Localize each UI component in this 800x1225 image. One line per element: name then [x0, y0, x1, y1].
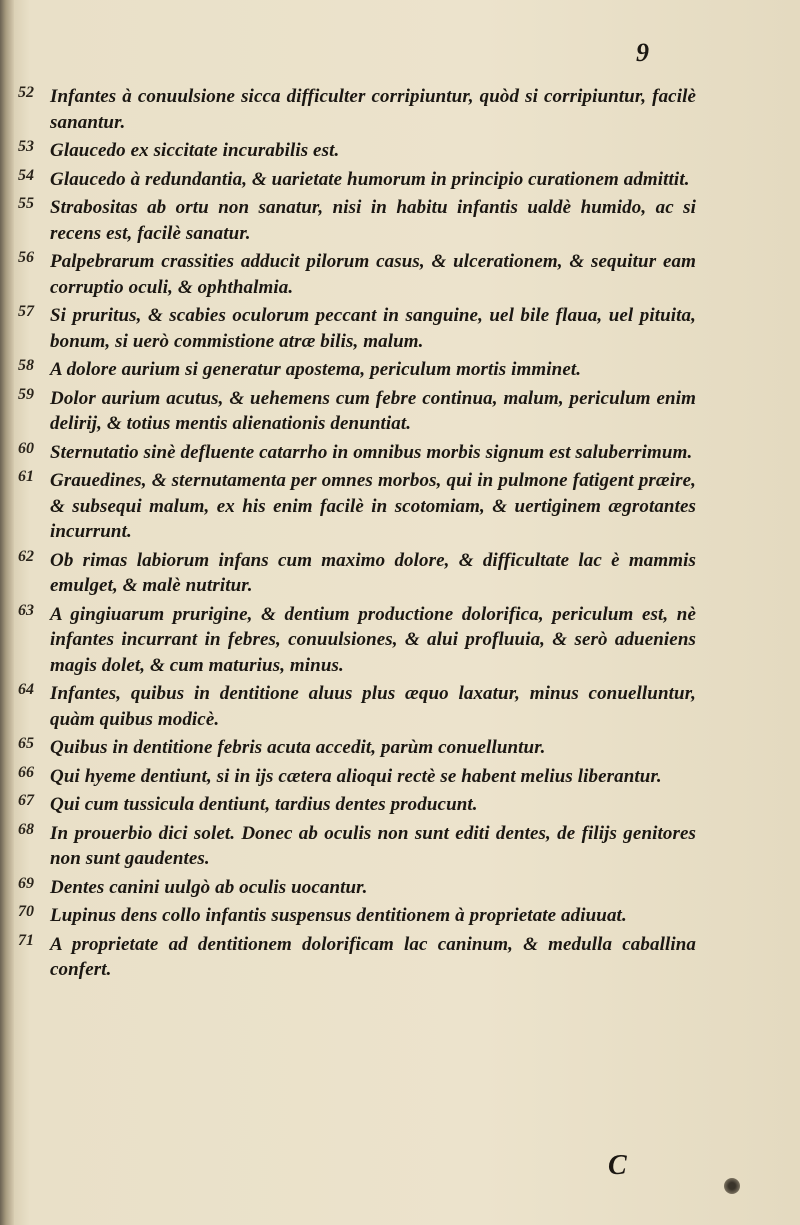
aphorism-entry — [14, 357, 696, 383]
aphorism-text: A dolore aurium si generatur apostema, periculum mortis imminet. — [50, 359, 582, 380]
aphorism-number: 68 — [18, 820, 34, 838]
aphorism-number: 54 — [18, 166, 34, 184]
aphorism-number: 66 — [18, 763, 34, 781]
aphorism-number: 53 — [18, 138, 34, 155]
aphorism-entry — [14, 602, 696, 679]
aphorism-entry — [14, 303, 696, 354]
aphorism-entry — [14, 821, 696, 872]
aphorism-text: Dolor aurium acutus, & uehemens cum febre continua, malum, periculum enim delirij, & totius mentis alienationis denuntiat. — [50, 387, 696, 434]
aphorism-text: Glaucedo à redundantia, & uarietate humorum in principio curationem admittit. — [50, 168, 690, 190]
aphorism-entry — [14, 167, 696, 193]
aphorism-number: 63 — [18, 601, 34, 619]
aphorism-text: Infantes à conuulsione sicca difficulter corripiuntur, quòd si corripiuntur, facilè sanantur. — [50, 86, 696, 133]
aphorism-entry — [14, 764, 696, 790]
aphorism-entry — [14, 386, 696, 437]
aphorism-entry — [14, 195, 696, 246]
aphorism-text: Strabositas ab ortu non sanatur, nisi in habitu infantis ualdè humido, ac si recens est, facilè sanatur. — [50, 197, 696, 244]
aphorism-entry — [14, 84, 696, 135]
aphorism-text: Glaucedo ex siccitate incurabilis est. — [50, 140, 340, 161]
aphorism-entry — [14, 932, 696, 983]
aphorism-number: 70 — [18, 903, 34, 920]
aphorism-text: Qui hyeme dentiunt, si in ijs cætera alioqui rectè se habent melius liberantur. — [50, 765, 662, 787]
aphorism-entry — [14, 138, 696, 164]
aphorism-text: A gingiuarum prurigine, & dentium productione dolorifica, periculum est, nè infantes incurrant in febres, conuulsiones, & alui profluuia, & serò adueniens magis dolet, & cum maturius, minus. — [50, 603, 696, 676]
aphorism-text: A proprietate ad dentitionem dolorificam lac caninum, & medulla caballina confert. — [50, 933, 696, 980]
aphorism-number: 61 — [18, 468, 34, 485]
aphorism-entry — [14, 468, 696, 545]
aphorism-number: 64 — [18, 681, 34, 698]
aphorism-text: Lupinus dens collo infantis suspensus dentitionem à proprietate adiuuat. — [50, 905, 627, 926]
aphorism-text: Ob rimas labiorum infans cum maximo dolore, & difficultate lac è mammis emulget, & malè nutritur. — [50, 549, 696, 596]
aphorism-number: 60 — [18, 439, 34, 457]
aphorism-entry — [14, 792, 696, 818]
aphorism-number: 56 — [18, 249, 34, 266]
aphorism-entry — [14, 903, 696, 929]
aphorism-text: Palpebrarum crassities adducit pilorum casus, & ulcerationem, & sequitur eam corruptio oculi, & ophthalmia. — [50, 251, 696, 298]
paper-hole — [724, 1178, 740, 1194]
aphorism-entry — [14, 735, 696, 761]
aphorism-number: 58 — [18, 357, 34, 374]
aphorism-number: 59 — [18, 385, 34, 403]
aphorism-entry — [14, 440, 696, 466]
aphorism-number: 69 — [18, 874, 34, 892]
aphorism-entry — [14, 681, 696, 732]
page-gutter — [0, 0, 14, 1225]
aphorism-number: 71 — [18, 931, 34, 949]
aphorism-entry — [14, 875, 696, 901]
aphorism-number: 52 — [18, 84, 34, 101]
page-number: 9 — [636, 38, 649, 67]
aphorism-number: 55 — [18, 195, 34, 212]
aphorism-text: In prouerbio dici solet. Donec ab oculis non sunt editi dentes, de filijs genitores non sunt gaudentes. — [50, 822, 696, 869]
aphorism-text: Dentes canini uulgò ab oculis uocantur. — [50, 876, 368, 898]
aphorism-number: 65 — [18, 735, 34, 752]
aphorism-text: Qui cum tussicula dentiunt, tardius dentes producunt. — [50, 794, 478, 815]
aphorism-text: Quibus in dentitione febris acuta accedit, parùm conuelluntur. — [50, 737, 546, 758]
aphorism-list — [14, 84, 696, 986]
aphorism-number: 67 — [18, 792, 34, 809]
signature-mark: C — [608, 1150, 627, 1181]
aphorism-entry — [14, 249, 696, 300]
aphorism-text: Si pruritus, & scabies oculorum peccant in sanguine, uel bile flaua, uel pituita, bonum, si uerò commistione atræ bilis, malum. — [50, 305, 696, 352]
aphorism-entry — [14, 548, 696, 599]
aphorism-text: Sternutatio sinè defluente catarrho in omnibus morbis signum est saluberrimum. — [50, 441, 693, 463]
aphorism-number: 57 — [18, 303, 34, 320]
aphorism-text: Infantes, quibus in dentitione aluus plus æquo laxatur, minus conuelluntur, quàm quibus modicè. — [50, 683, 696, 730]
aphorism-text: Grauedines, & sternutamenta per omnes morbos, qui in pulmone fatigent præire, & subsequi malum, ex his enim facilè in scotomiam, & uertiginem ægrotantes incurrunt. — [50, 470, 696, 542]
aphorism-number: 62 — [18, 547, 34, 565]
